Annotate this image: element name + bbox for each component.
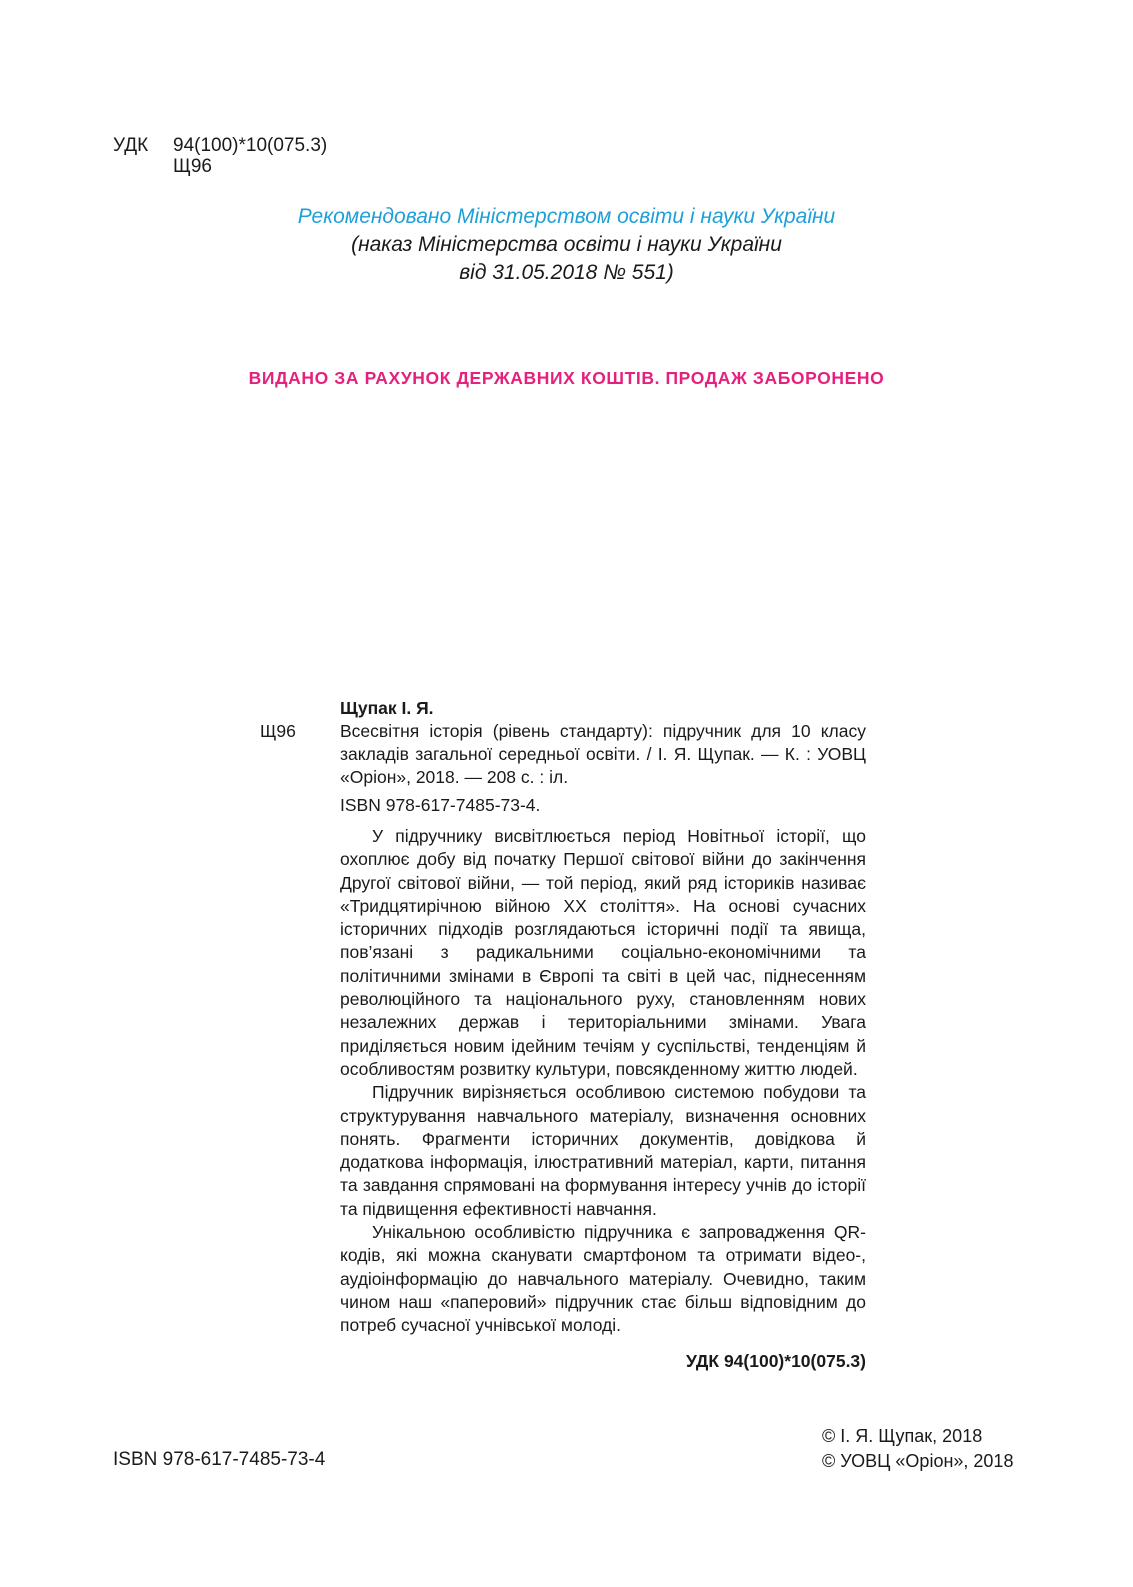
- recommendation-line-1: Рекомендовано Міністерством освіти і науки України: [297, 205, 836, 228]
- annotation: [340, 825, 866, 1373]
- catalog-udk: УДК 94(100)*10(075.3): [685, 1350, 866, 1371]
- udk-code: 94(100)*10(075.3): [173, 135, 328, 156]
- udk-header: [113, 133, 327, 158]
- catalog-entry: [260, 720, 866, 789]
- footer-isbn: ISBN 978-617-7485-73-4: [113, 1449, 326, 1470]
- copyright-publisher: © УОВЦ «Оріон», 2018: [822, 1451, 1014, 1471]
- catalog-code: Щ96: [260, 721, 296, 741]
- recommendation-line-3: від 31.05.2018 № 551): [459, 261, 674, 284]
- ministry-recommendation: [0, 203, 1133, 287]
- annotation-paragraph: Унікальною особливістю підручника є запровадження QR-кодів, які можна сканувати смартфоном та отримати відео-, аудіоінформацію до навчального матеріалу. Очевидно, таким чином наш «паперовий» підручник стає більш відповідним до потреб сучасної учнівської молоді.: [340, 1222, 866, 1336]
- catalog-author: Щупак І. Я.: [340, 698, 434, 718]
- annotation-paragraph: Підручник вирізняється особливою системою побудови та структурування навчального матеріалу, визначення основних понять. Фрагменти історичних документів, довідкова й додаткова інформація, ілюстративний матеріал, карти, питання та завдання спрямовані на формування інтересу учнів до історії та підвищення ефективності навчання.: [340, 1082, 866, 1219]
- catalog-description: Всесвітня історія (рівень стандарту): підручник для 10 класу закладів загальної середньої освіти. / І. Я. Щупак. — К. : УОВЦ «Оріон», 2018. — 208 с. : іл.: [340, 721, 866, 787]
- annotation-paragraph: У підручнику висвітлюється період Новітньої історії, що охоплює добу від початку Першої світової війни до закінчення Другої світової війни, — той період, який ряд істориків називає «Тридцятирічною війною XX століття». На основі сучасних історичних підходів розглядаються історичні події та явища, пов’язані з радикальними соціально-економічними та політичними змінами в Європі та світі в цей час, піднесенням революційного та національного руху, становленням нових незалежних держав і територіальними змінами. Увага приділяється новим ідейним течіям у суспільстві, тенденціям й особливостям розвитку культури, повсякденному життю людей.: [340, 826, 866, 1079]
- catalog-card: [260, 697, 866, 1373]
- state-funded-notice: ВИДАНО ЗА РАХУНОК ДЕРЖАВНИХ КОШТІВ. ПРОДАЖ ЗАБОРОНЕНО: [248, 368, 885, 388]
- recommendation-line-2: (наказ Міністерства освіти і науки України: [351, 233, 782, 256]
- author-mark: Щ96: [173, 156, 212, 177]
- udk-label: УДК: [113, 135, 149, 156]
- catalog-isbn: ISBN 978-617-7485-73-4.: [340, 795, 541, 815]
- copyright-block: [822, 1424, 1013, 1474]
- copyright-author: © І. Я. Щупак, 2018: [822, 1426, 983, 1446]
